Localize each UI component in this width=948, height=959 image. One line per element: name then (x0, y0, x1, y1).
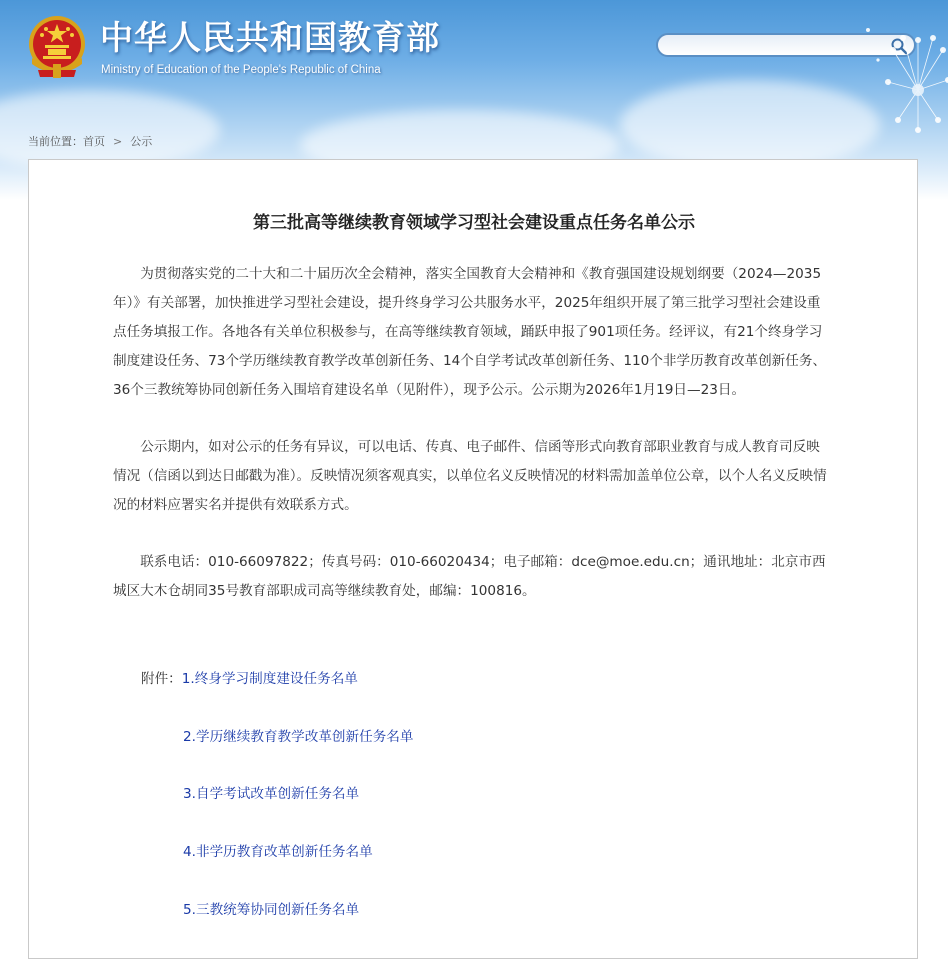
attachment-link-1[interactable]: 1.终身学习制度建设任务名单 (181, 671, 358, 687)
cloud-decoration (0, 90, 220, 170)
attachment-link-2[interactable]: 2.学历继续教育教学改革创新任务名单 (183, 729, 414, 745)
attachment-link-3[interactable]: 3.自学考试改革创新任务名单 (183, 786, 360, 802)
breadcrumb-prefix: 当前位置： (28, 135, 83, 148)
site-title: 中华人民共和国教育部 (100, 18, 440, 57)
article-body (113, 260, 833, 634)
attachment-link-4[interactable]: 4.非学历教育改革创新任务名单 (183, 844, 373, 860)
attachment-row (183, 838, 373, 867)
attachment-row (141, 665, 358, 694)
site-subtitle: Ministry of Education of the People's Republic of China (101, 64, 381, 76)
breadcrumb-item-notice[interactable]: 公示 (130, 135, 153, 148)
content-panel (28, 159, 918, 959)
attachment-row (183, 896, 359, 925)
breadcrumb (28, 133, 152, 149)
dandelion-decoration-icon (838, 20, 948, 140)
attachment-row (183, 780, 359, 809)
article-paragraph: 为贯彻落实党的二十大和二十届历次全会精神，落实全国教育大会精神和《教育强国建设规划纲要（2024—2035年）》有关部署，加快推进学习型社会建设，提升终身学习公共服务水平，2025年组织开展了第三批学习型社会建设重点任务填报工作。各地各有关单位积极参与，在高等继续教育领域，踊跃申报了901项任务。经评议，有21个终身学习制度建设任务、73个学历继续教育教学改革创新任务、14个自学考试改革创新任务、110个非学历教育改革创新任务、36个三教统筹协同创新任务入围培育建设名单（见附件），现予公示。公示期为2026年1月19日—23日。 (113, 266, 827, 398)
attachment-row (183, 723, 413, 752)
attachments-label: 附件： (141, 671, 182, 687)
national-emblem-icon (26, 14, 88, 80)
attachment-link-5[interactable]: 5.三教统筹协同创新任务名单 (183, 902, 360, 918)
breadcrumb-separator: > (113, 135, 123, 148)
article-paragraph: 公示期内，如对公示的任务有异议，可以电话、传真、电子邮件、信函等形式向教育部职业教育与成人教育司反映情况（信函以到达日邮戳为准）。反映情况须客观真实，以单位名义反映情况的材料需加盖单位公章，以个人名义反映情况的材料应署实名并提供有效联系方式。 (113, 439, 827, 513)
article-paragraph: 联系电话：010-66097822；传真号码：010-66020434；电子邮箱：dce@moe.edu.cn；通讯地址：北京市西城区大木仓胡同35号教育部职成司高等继续教育处，邮编：100816。 (113, 554, 826, 599)
breadcrumb-item-home[interactable]: 首页 (83, 135, 105, 148)
article-title: 第三批高等继续教育领域学习型社会建设重点任务名单公示 (253, 213, 695, 233)
